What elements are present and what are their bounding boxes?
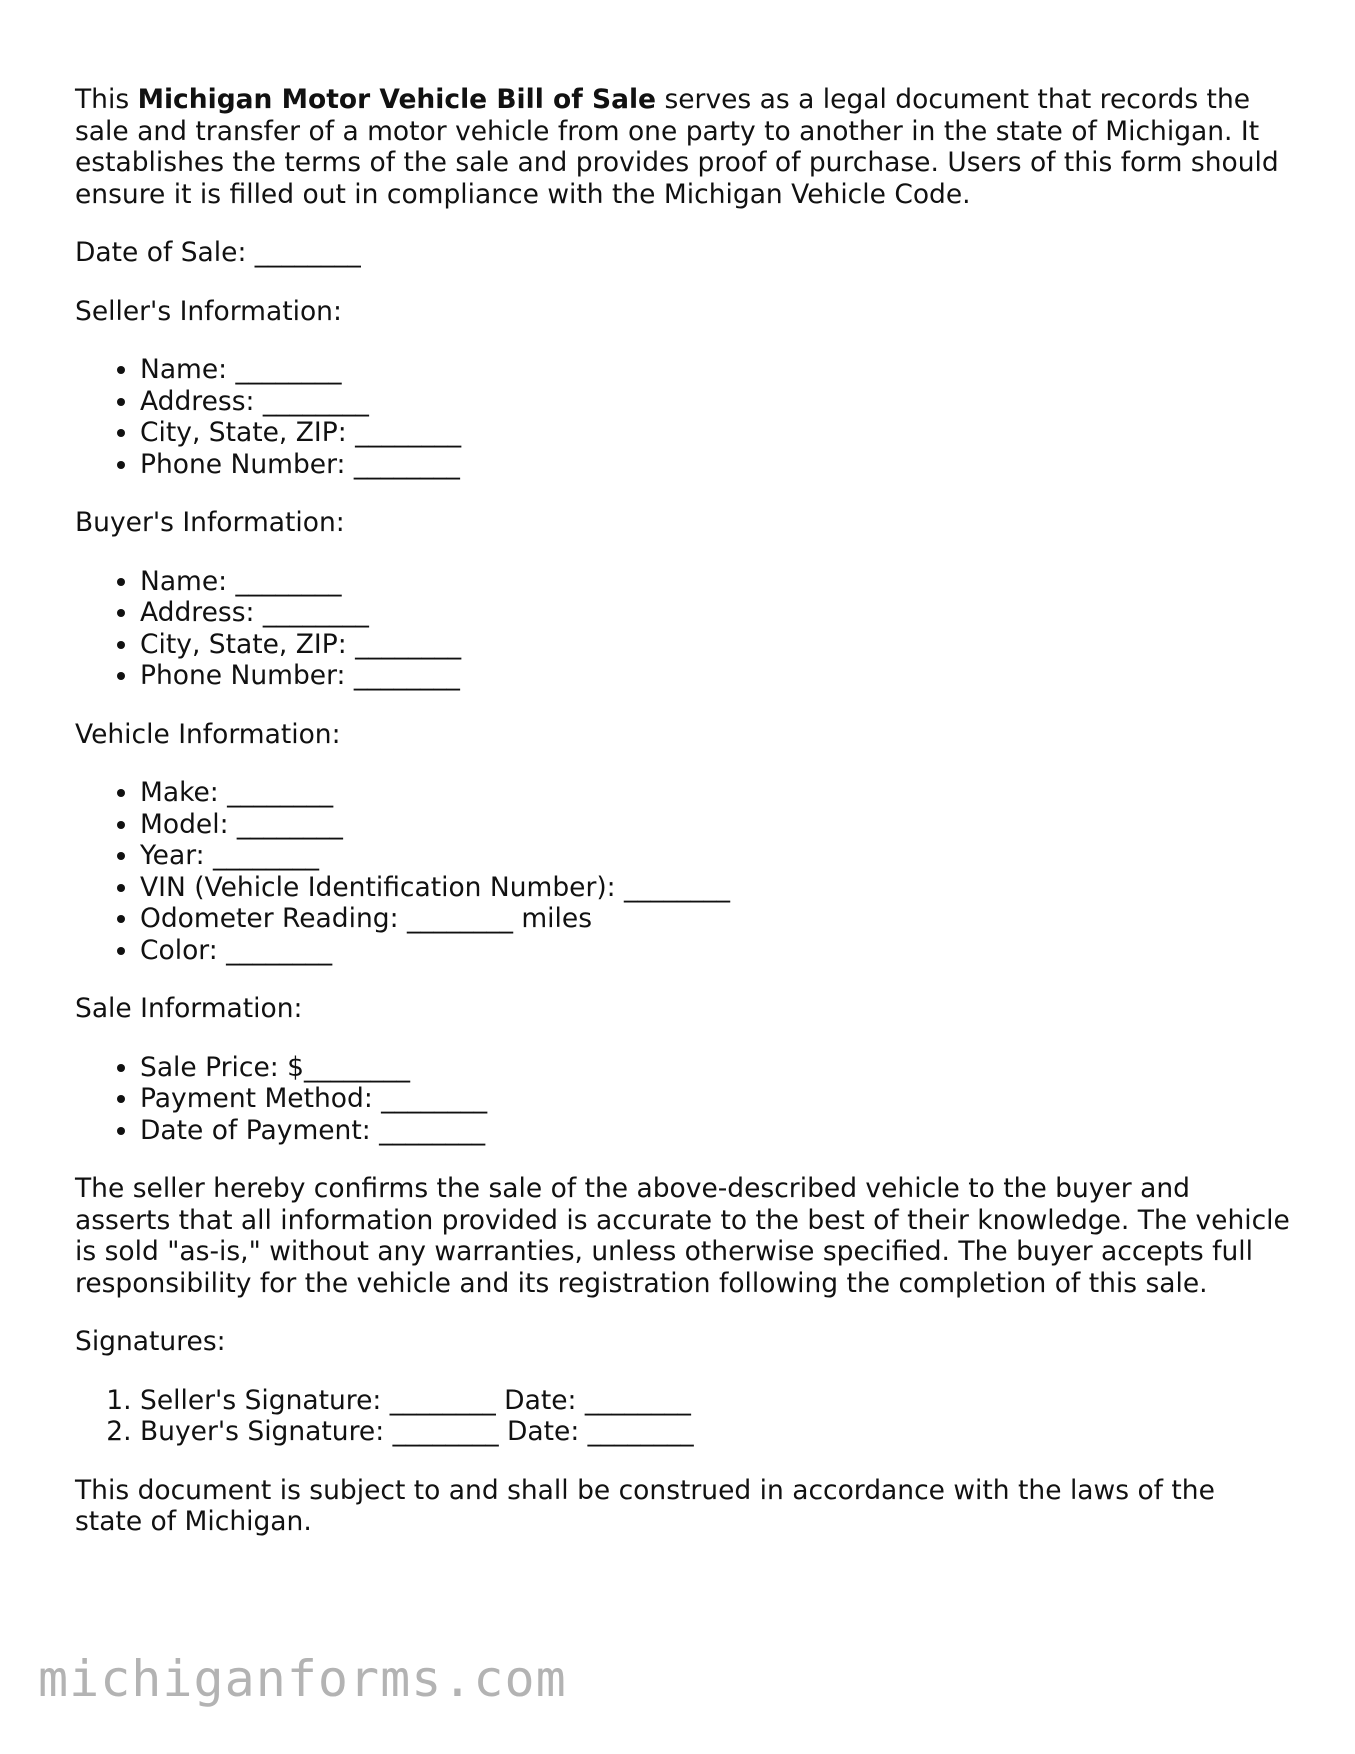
site-watermark: michiganforms.com (38, 1650, 567, 1708)
date-of-payment-field: • Date of Payment: ________ (140, 1115, 1290, 1147)
vehicle-year-field: • Year: ________ (140, 840, 1290, 872)
vehicle-heading: Vehicle Information: (75, 718, 341, 750)
buyer-signature-line: 2. Buyer's Signature: ________ Date: ________ (140, 1416, 1290, 1448)
vehicle-odometer-field: • Odometer Reading: ________ miles (140, 903, 1290, 935)
seller-address-field: • Address: ________ (140, 386, 1290, 418)
buyer-list (75, 566, 1290, 692)
confirmation-paragraph: The seller hereby confirms the sale of the above-described vehicle to the buyer and asserts that all information provided is accurate to the best of their knowledge. The vehicle is sold "as-is," without any warranties, unless otherwise specified. The buyer accepts full responsibility for the vehicle and its registration following the completion of this sale. (75, 1173, 1290, 1299)
vehicle-color-field: • Color: ________ (140, 935, 1290, 967)
buyer-heading: Buyer's Information: (75, 507, 345, 538)
signatures-list (75, 1385, 1290, 1448)
seller-list (75, 354, 1290, 480)
vehicle-vin-field: • VIN (Vehicle Identification Number): ________ (140, 872, 1290, 904)
intro-paragraph (75, 84, 1290, 210)
buyer-name-field: • Name: ________ (140, 566, 1290, 598)
buyer-phone-field: • Phone Number: ________ (140, 660, 1290, 692)
seller-name-field: • Name: ________ (140, 354, 1290, 386)
vehicle-model-field: • Model: ________ (140, 809, 1290, 841)
intro-pre: This (75, 84, 138, 115)
seller-heading: Seller's Information: (75, 295, 342, 327)
buyer-city-state-zip-field: • City, State, ZIP: ________ (140, 629, 1290, 661)
seller-signature-line: 1. Seller's Signature: ________ Date: ________ (140, 1385, 1290, 1417)
vehicle-list (75, 777, 1290, 966)
vehicle-make-field: • Make: ________ (140, 777, 1290, 809)
sale-heading: Sale Information: (75, 993, 303, 1024)
date-of-sale-field: Date of Sale: ________ (75, 237, 361, 268)
buyer-address-field: • Address: ________ (140, 597, 1290, 629)
signatures-heading: Signatures: (75, 1326, 226, 1357)
document-body (75, 84, 1290, 1565)
intro-post: serves as a legal document that records the sale and transfer of a motor vehicle from one party to another in the state of Michigan. It establishes the terms of the sale and provides proof of purchase. Users of this form should ensure it is filled out in compliance with the Michigan Vehicle Code. (75, 84, 1279, 210)
document-title: Michigan Motor Vehicle Bill of Sale (137, 84, 657, 115)
seller-city-state-zip-field: • City, State, ZIP: ________ (140, 417, 1290, 449)
sale-list (75, 1052, 1290, 1147)
sale-price-field: • Sale Price: $________ (140, 1052, 1290, 1084)
governing-law-paragraph: This document is subject to and shall be construed in accordance with the laws of the state of Michigan. (75, 1474, 1215, 1537)
payment-method-field: • Payment Method: ________ (140, 1083, 1290, 1115)
seller-phone-field: • Phone Number: ________ (140, 449, 1290, 481)
